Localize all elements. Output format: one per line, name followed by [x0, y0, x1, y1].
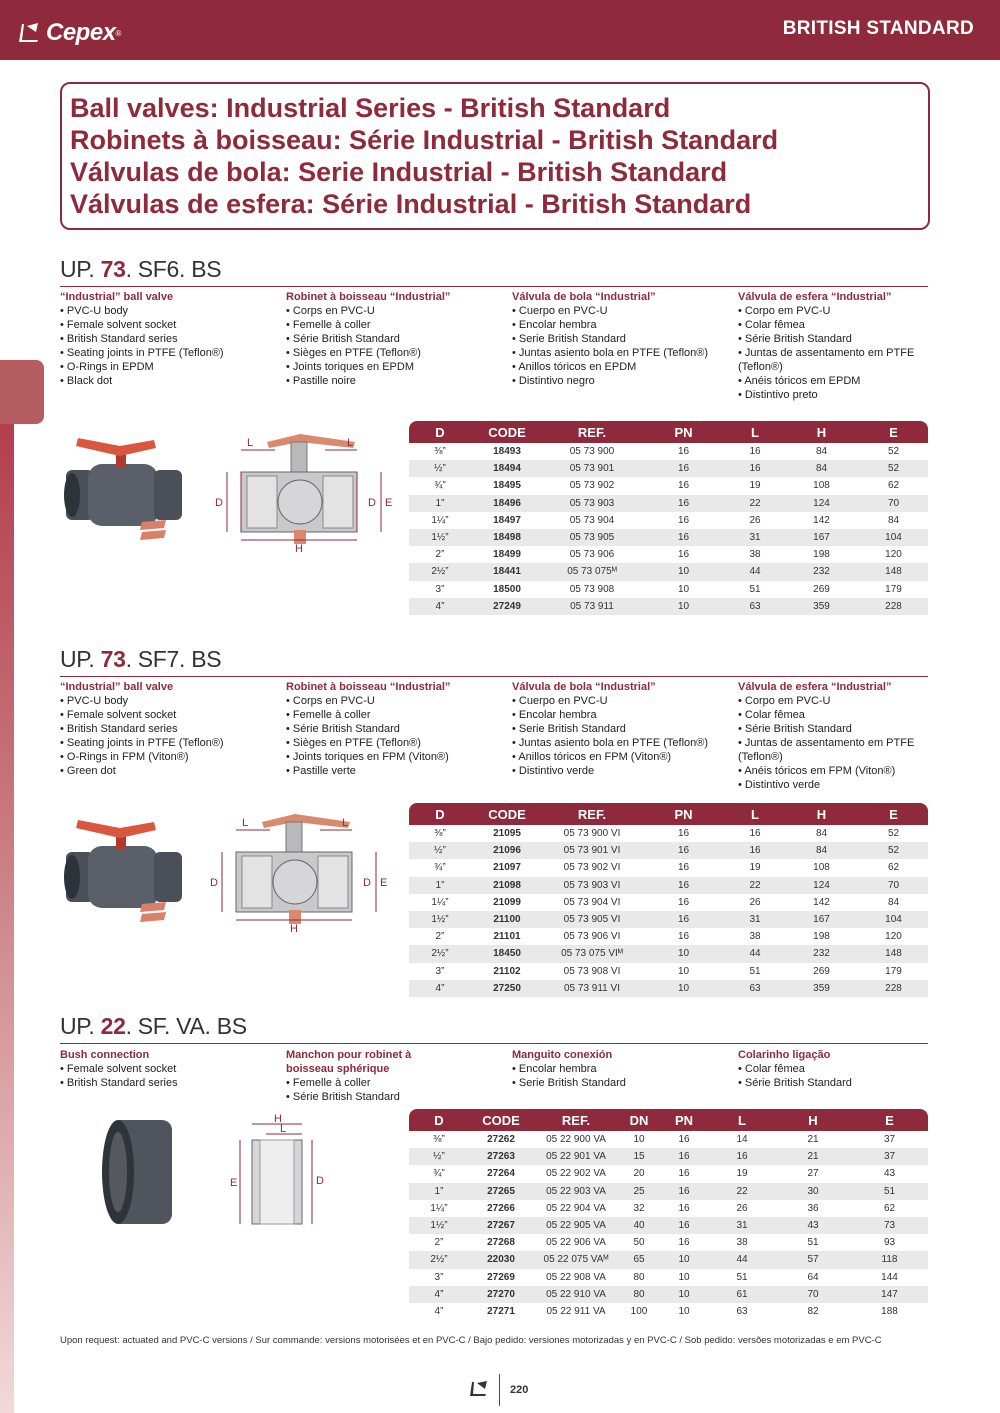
table-row: ⅜” 21095 05 73 900 VI 16 16 84 52: [434, 828, 900, 840]
col-header: L: [709, 1109, 775, 1131]
table-row: ½” 18494 05 73 901 16 16 84 52: [409, 460, 928, 477]
brand-name: Cepex: [46, 19, 116, 46]
dim-label-e: E: [380, 877, 388, 889]
dim-label-e: E: [230, 1177, 238, 1189]
col-header: L: [726, 421, 784, 443]
section-2-table: [409, 803, 928, 997]
col-header: E: [859, 803, 928, 825]
section-2-desc-pt: Válvula de esfera “Industrial” • Corpo em PVC-U • Colar fêmea • Série British Standard • Juntas de assentamento em PTFE (Teflon®) • Anéis tóricos em FPM (Viton®) • Distintivo verde: [738, 680, 958, 792]
dim-label-h: H: [295, 543, 303, 555]
page-number: 220: [510, 1384, 529, 1396]
table-row: 2½” 18450 05 73 075 VIᴹ 10 44 232 148: [409, 945, 928, 962]
col-header: E: [859, 421, 928, 443]
dim-label-d-right: D: [368, 497, 376, 509]
page-divider: [499, 1374, 500, 1406]
table-row: 4” 27270 05 22 910 VA 80 10 61 70 147: [409, 1286, 928, 1303]
dim-label-l-right: L: [342, 817, 349, 829]
title-en: Ball valves: Industrial Series - British Standard: [70, 93, 671, 123]
section-1-table: [409, 421, 928, 615]
footnote: Upon request: actuated and PVC-C versions / Sur commande: versions motorisées et en PVC-C / Bajo pedido: versiones motorizadas y en PVC-C / Sob pedido: versões motorizadas e em PVC-C: [60, 1335, 882, 1346]
col-header: PN: [659, 1109, 709, 1131]
left-edge-strip: [0, 360, 14, 1413]
section-label: BRITISH STANDARD: [782, 18, 974, 39]
col-header: CODE: [469, 1109, 533, 1131]
table-row: 4” 27249 05 73 911 10 63 359 228: [409, 598, 928, 615]
section-1-desc-en: “Industrial” ball valve • PVC-U body • Female solvent socket • British Standard series • Seating joints in PTFE (Teflon®) • O-Rings in EPDM • Black dot: [60, 290, 280, 388]
dim-label-h: H: [274, 1113, 282, 1125]
table-row: 1½” 27267 05 22 905 VA 40 16 31 43 73: [409, 1217, 928, 1234]
table-row: 4” 27250 05 73 911 VI 10 63 359 228: [409, 980, 928, 997]
ball-valve-green-dot-photo: [58, 810, 198, 930]
table-row: ¾” 18495 05 73 902 16 19 108 62: [434, 480, 900, 492]
bush-connection-drawing: [226, 1110, 336, 1230]
section-2-heading: UP. 73. SF7. BS: [60, 646, 222, 672]
table-row: ¾” 21097 05 73 902 VI 16 19 108 62: [434, 862, 900, 874]
table-row: 1” 27265 05 22 903 VA 25 16 22 30 51: [409, 1183, 928, 1200]
dim-label-l: L: [242, 817, 249, 829]
ball-valve-black-dot-photo: [58, 428, 198, 548]
dim-label-d: D: [210, 877, 218, 889]
table-row: 1¼” 18497 05 73 904 16 26 142 84: [431, 514, 900, 526]
table-row: 3” 18500 05 73 908 10 51 269 179: [435, 583, 902, 595]
col-header: H: [784, 803, 859, 825]
table-row: 3” 21102 05 73 908 VI 10 51 269 179: [435, 965, 902, 977]
col-header: D: [409, 421, 471, 443]
ball-valve-technical-drawing: [205, 420, 395, 560]
section-2-desc-fr: Robinet à boisseau “Industrial” • Corps en PVC-U • Femelle à coller • Série British Standard • Sièges en PTFE (Teflon®) • Joints toriques en FPM (Viton®) • Pastille verte: [286, 680, 506, 778]
dim-label-h: H: [290, 923, 298, 935]
table-row: 2” 27268 05 22 906 VA 50 16 38 51 93: [434, 1237, 896, 1249]
title-pt: Válvulas de esfera: Série Industrial - British Standard: [70, 189, 752, 219]
table-row: 2” 21101 05 73 906 VI 16 38 198 120: [435, 931, 902, 943]
title-box: [60, 82, 930, 230]
left-edge-tab: [0, 360, 44, 424]
header-bar: [0, 0, 1000, 60]
table-row: ⅜” 18493 05 73 900 16 16 84 52: [434, 446, 900, 458]
dim-label-d-right: D: [363, 877, 371, 889]
dim-label-l: L: [280, 1123, 287, 1135]
table-row: 4” 27271 05 22 911 VA 100 10 63 82 188: [434, 1305, 898, 1317]
section-1-desc-pt: Válvula de esfera “Industrial” • Corpo em PVC-U • Colar fêmea • Série British Standard • Juntas de assentamento em PTFE (Teflon®) • Anéis tóricos em EPDM • Distintivo preto: [738, 290, 958, 402]
table-row: ⅜” 27262 05 22 900 VA 10 16 14 21 37: [433, 1134, 896, 1146]
table-row: 3” 27269 05 22 908 VA 80 10 51 64 144: [434, 1271, 898, 1283]
dim-label-l-right: L: [347, 437, 354, 449]
dim-label-d: D: [215, 497, 223, 509]
dim-label-l: L: [247, 437, 254, 449]
table-row: 1¼” 21099 05 73 904 VI 16 26 142 84: [431, 896, 900, 908]
section-2-desc-en: “Industrial” ball valve • PVC-U body • Female solvent socket • British Standard series • Seating joints in PTFE (Teflon®) • O-Rings in FPM (Viton®) • Green dot: [60, 680, 280, 778]
col-header: H: [784, 421, 859, 443]
table-row: 1½” 18498 05 73 905 16 31 167 104: [409, 529, 928, 546]
cepex-mark-icon: [468, 1380, 490, 1398]
col-header: REF.: [543, 421, 641, 443]
cepex-logo-icon: [16, 20, 42, 46]
col-header: DN: [619, 1109, 659, 1131]
table-row: 1” 21098 05 73 903 VI 16 22 124 70: [409, 877, 928, 894]
table-row: ¾” 27264 05 22 902 VA 20 16 19 27 43: [433, 1168, 896, 1180]
table-row: ½” 21096 05 73 901 VI 16 16 84 52: [409, 842, 928, 859]
section-2-desc-es: Válvula de bola “Industrial” • Cuerpo en PVC-U • Encolar hembra • Serie British Standard • Juntas asiento bola en PTFE (Teflon®) • Anillos tóricos en FPM (Viton®) • Distintivo verde: [512, 680, 732, 778]
title-fr: Robinets à boisseau: Série Industrial - British Standard: [70, 125, 779, 155]
section-2-rule: [60, 676, 928, 677]
col-header: PN: [641, 803, 726, 825]
title-es: Válvulas de bola: Serie Industrial - British Standard: [70, 157, 728, 187]
cepex-logo: Cepex ®: [16, 18, 121, 48]
section-1-desc-fr: Robinet à boisseau “Industrial” • Corps en PVC-U • Femelle à coller • Série British Standard • Sièges en PTFE (Teflon®) • Joints toriques en EPDM • Pastille noire: [286, 290, 506, 388]
section-3-desc-es: Manguito conexión • Encolar hembra • Serie British Standard: [512, 1048, 732, 1090]
section-3-table: [409, 1109, 928, 1320]
section-3-desc-pt: Colarinho ligação • Colar fêmea • Série British Standard: [738, 1048, 958, 1090]
section-1-desc-es: Válvula de bola “Industrial” • Cuerpo en PVC-U • Encolar hembra • Serie British Standard • Juntas asiento bola en PTFE (Teflon®) • Anillos tóricos en EPDM • Distintivo negro: [512, 290, 732, 388]
dim-label-e: E: [385, 497, 393, 509]
table-row: 1½” 21100 05 73 905 VI 16 31 167 104: [409, 911, 928, 928]
section-3-desc-en: Bush connection • Female solvent socket • British Standard series: [60, 1048, 280, 1090]
ball-valve-technical-drawing-2: [195, 800, 395, 940]
table-row: ½” 27263 05 22 901 VA 15 16 16 21 37: [409, 1148, 928, 1165]
col-header: H: [775, 1109, 851, 1131]
col-header: D: [409, 1109, 469, 1131]
col-header: D: [409, 803, 471, 825]
col-header: REF.: [533, 1109, 619, 1131]
table-row: 1¼” 27266 05 22 904 VA 32 16 26 36 62: [430, 1202, 896, 1214]
section-3-desc-fr: Manchon pour robinet à boisseau sphérique • Femelle à coller • Série British Standard: [286, 1048, 446, 1104]
table-row: 2½” 18441 05 73 075ᴹ 10 44 232 148: [409, 563, 928, 580]
bush-connection-photo: [96, 1112, 186, 1232]
col-header: L: [726, 803, 784, 825]
table-row: 1” 18496 05 73 903 16 22 124 70: [409, 495, 928, 512]
col-header: CODE: [471, 421, 543, 443]
section-1-heading: UP. 73. SF6. BS: [60, 256, 222, 282]
table-row: 2½” 22030 05 22 075 VAᴹ 65 10 44 57 118: [409, 1251, 928, 1268]
section-3-heading: UP. 22. SF. VA. BS: [60, 1013, 247, 1039]
col-header: CODE: [471, 803, 543, 825]
section-1-rule: [60, 286, 928, 287]
col-header: E: [851, 1109, 928, 1131]
col-header: REF.: [543, 803, 641, 825]
section-3-rule: [60, 1043, 928, 1044]
dim-label-d: D: [316, 1175, 324, 1187]
table-row: 2” 18499 05 73 906 16 38 198 120: [435, 549, 902, 561]
col-header: PN: [641, 421, 726, 443]
